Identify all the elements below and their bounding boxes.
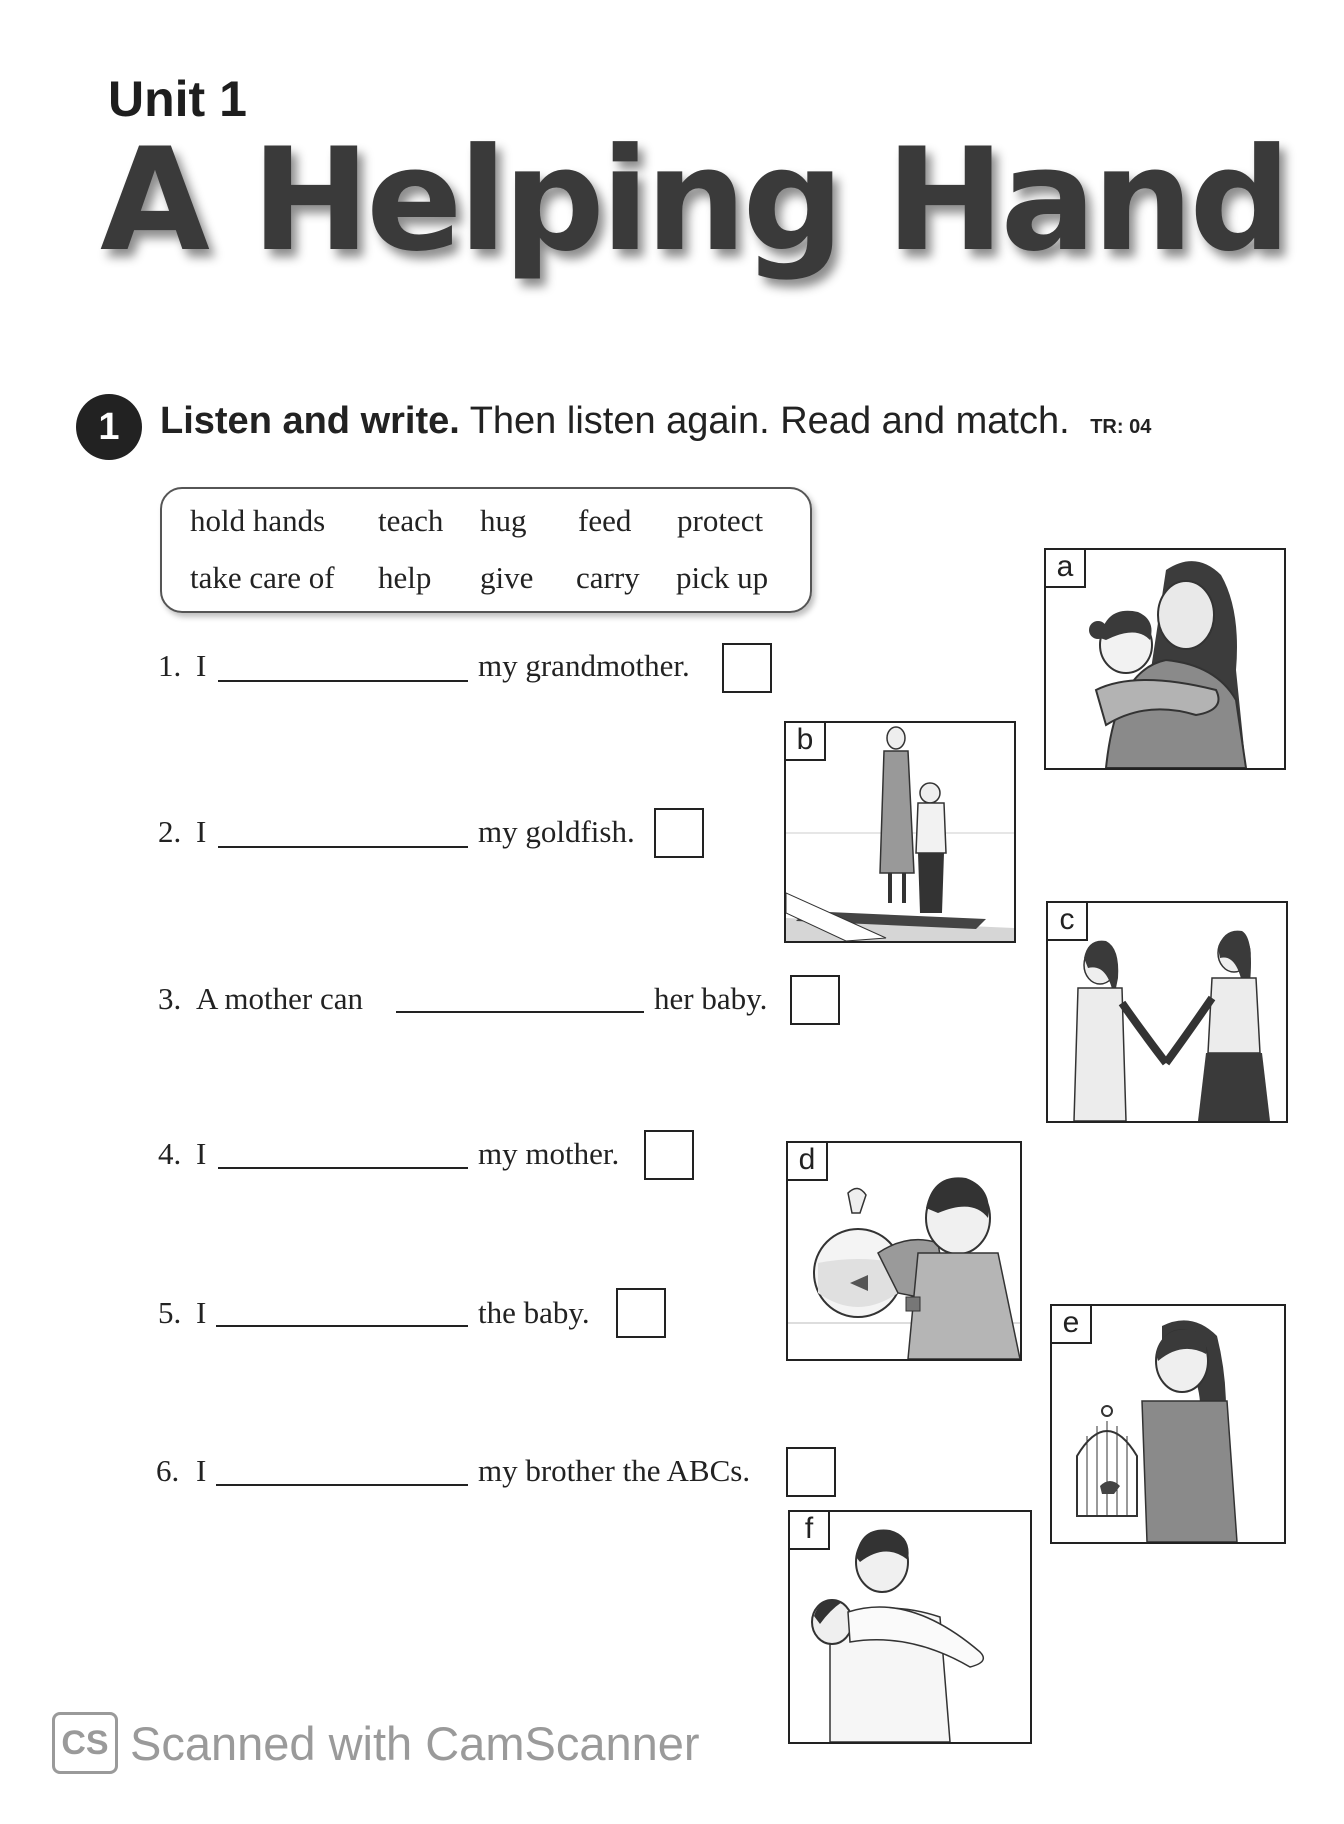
page-title: A Helping Hand	[100, 118, 1288, 283]
picture-label: a	[1046, 550, 1086, 588]
picture-b	[784, 721, 1016, 943]
picture-d	[786, 1141, 1022, 1361]
answer-blank[interactable]	[218, 680, 468, 682]
sentence-number: 1.	[158, 648, 182, 683]
answer-blank[interactable]	[216, 1325, 468, 1327]
sentence-after: the baby.	[478, 1295, 590, 1330]
sentence-after: my goldfish.	[478, 814, 635, 849]
picture-label: f	[790, 1512, 830, 1550]
sentence-number: 5.	[158, 1295, 182, 1330]
sentence-before: I	[196, 1295, 207, 1330]
picture-label: e	[1052, 1306, 1092, 1344]
picture-e	[1050, 1304, 1286, 1544]
exercise-number-badge: 1	[76, 394, 142, 460]
match-box[interactable]	[722, 643, 772, 693]
word-bank-item: take care of	[190, 560, 335, 595]
answer-blank[interactable]	[218, 1167, 468, 1169]
match-box[interactable]	[790, 975, 840, 1025]
sentence-before: I	[196, 814, 207, 849]
answer-blank[interactable]	[396, 1011, 644, 1013]
word-bank-item: hold hands	[190, 503, 326, 538]
word-bank-item: teach	[378, 503, 444, 538]
camscanner-logo: CS	[52, 1712, 118, 1774]
answer-blank[interactable]	[216, 1484, 468, 1486]
match-box[interactable]	[786, 1447, 836, 1497]
picture-f	[788, 1510, 1032, 1744]
match-box[interactable]	[616, 1288, 666, 1338]
picture-label: b	[786, 723, 826, 761]
track-number: TR: 04	[1090, 416, 1152, 438]
sentence-number: 6.	[156, 1453, 180, 1488]
picture-label: d	[788, 1143, 828, 1181]
match-box[interactable]	[644, 1130, 694, 1180]
exercise-instruction	[160, 400, 1151, 443]
sentence-before: I	[196, 1136, 207, 1171]
word-bank-item: help	[378, 560, 432, 595]
unit-label: Unit 1	[108, 71, 247, 127]
instruction-rest: Then listen again. Read and match.	[469, 400, 1070, 442]
picture-label: c	[1048, 903, 1088, 941]
sentence-number: 4.	[158, 1136, 182, 1171]
word-bank-item: protect	[677, 503, 764, 538]
sentence-after: my brother the ABCs.	[478, 1453, 751, 1488]
answer-blank[interactable]	[218, 846, 468, 848]
sentence-number: 2.	[158, 814, 182, 849]
word-bank-item: hug	[480, 503, 527, 538]
match-box[interactable]	[654, 808, 704, 858]
sentence-before: I	[196, 648, 207, 683]
sentence-after: her baby.	[654, 981, 768, 1016]
word-bank-item: pick up	[676, 560, 769, 595]
instruction-bold: Listen and write.	[160, 400, 460, 442]
sentence-before: A mother can	[196, 981, 364, 1016]
sentence-number: 3.	[158, 981, 182, 1016]
word-bank-item: give	[480, 560, 534, 595]
word-bank-item: carry	[576, 560, 640, 595]
sentence-before: I	[196, 1453, 207, 1488]
word-bank-item: feed	[578, 503, 632, 538]
watermark-text: Scanned with CamScanner	[130, 1717, 700, 1770]
picture-a	[1044, 548, 1286, 770]
sentence-after: my grandmother.	[478, 648, 690, 683]
picture-c	[1046, 901, 1288, 1123]
sentence-after: my mother.	[478, 1136, 620, 1171]
